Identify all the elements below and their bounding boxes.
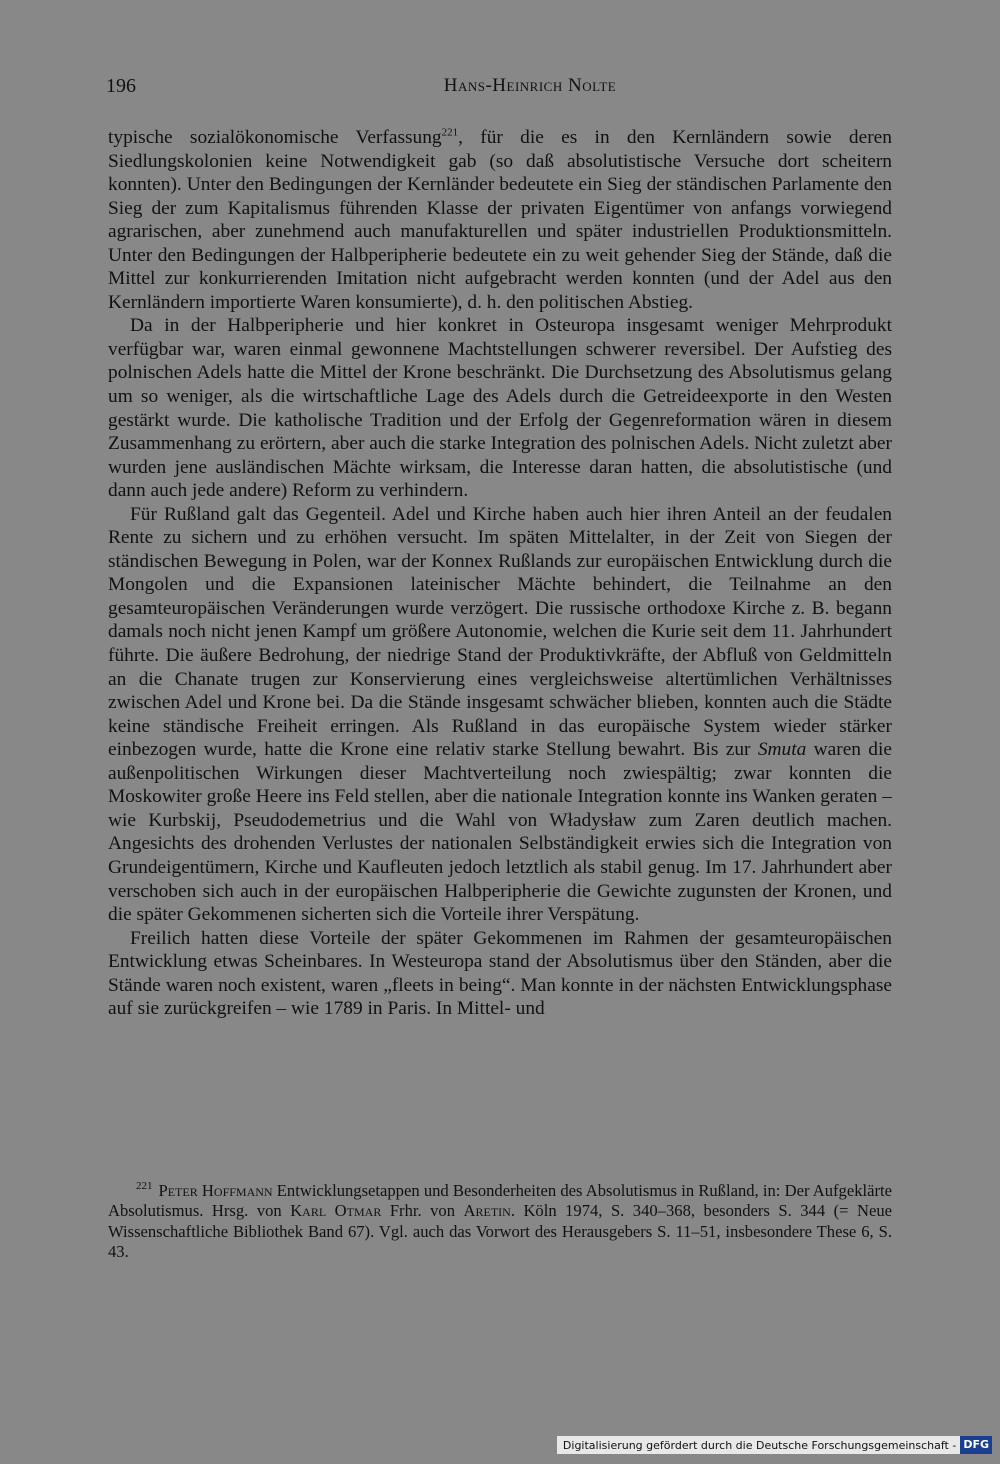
page-number: 196 bbox=[106, 75, 136, 97]
funding-banner bbox=[557, 1436, 992, 1454]
footnote-text-2: Frhr. von bbox=[381, 1201, 464, 1221]
footnote-reference[interactable]: 221 bbox=[441, 126, 459, 139]
paragraph-3-start: Für Rußland galt das Gegenteil. Adel und Kirche haben auch hier ihren Anteil an der feudalen Rente zu sichern und zu erhöhen versucht. Im späten Mittelalter, in der Zeit von Siegen der ständischen Bewegung in Polen, war der Konnex Rußlands zur europäischen Entwicklung durch die Mongolen und die Expansionen lateinischer Mächte behindert, die Teilnahme an den gesamteuropäischen Veränderungen wurde verzögert. Die russische orthodoxe Kirche z. B. begann damals noch nicht jenen Kampf um größere Autonomie, welchen die Kurie seit dem 11. Jahrhundert führte. Die äußere Bedrohung, der niedrige Stand der Produktivkräfte, der Abfluß von Geldmitteln an die Chanate trugen zur Konservierung eines vergleichsweise altertümlichen Verhältnisses zwischen Adel und Krone bei. Da die Stände insgesamt schwächer blieben, konnten auch die Städte keine ständische Freiheit erringen. Als Rußland in das europäische System wieder stärker einbezogen wurde, hatte die Krone eine relativ starke Stellung bewahrt. Bis zur bbox=[108, 503, 892, 761]
paragraph-1 bbox=[108, 126, 892, 314]
paragraph-1-start: typische sozialökonomische Verfassung bbox=[108, 127, 442, 148]
footnote-editor-surname: Aretin bbox=[463, 1201, 511, 1221]
italic-term-smuta: Smuta bbox=[757, 739, 807, 761]
paragraph-1-rest: , für die es in den Kernländern sowie deren Siedlungskolonien keine Notwendigkeit gab (so daß absolutistische Versuche dort scheitern konnten). Unter den Bedingungen der Kernländer bedeutete ein Sieg der ständischen Parlamente den Sieg der zum Kapitalismus führenden Klasse der privaten Eigentümer von anfangs vorwiegend agrarischen, aber zunehmend auch manufakturellen und später industriellen Produktionsmitteln. Unter den Bedingungen der Halbperipherie bedeutete ein zu weit gehender Sieg der Stände, daß die Mittel zur konkurrierenden Imitation nicht aufgebracht werden konnten (und der Adel aus den Kernländern importierte Waren konsumierte), d. h. den politischen Abstieg. bbox=[108, 127, 892, 313]
footnote-text-1: Entwicklungsetappen und Besonderheiten des Absolutismus in Rußland, in: Der Aufgeklärte Absolutismus. Hrsg. von bbox=[108, 1181, 892, 1221]
paragraph-3 bbox=[108, 503, 892, 927]
funding-text: Digitalisierung gefördert durch die Deutsche Forschungsgemeinschaft - bbox=[562, 1438, 957, 1452]
paragraph-3-rest: waren die außenpolitischen Wirkungen dieser Machtverteilung noch zwiespältig; zwar konnten die Moskowiter große Heere ins Feld stellen, aber die nationale Integration konnte ins Wanken geraten – wie Kurbskij, Pseudodemetrius und die Wahl von Władysław zum Zaren deutlich machen. Angesichts des drohenden Verlustes der nationalen Selbständigkeit erwies sich die Integration von Grundeigentümern, Kirche und Kaufleuten jedoch letztlich als stabil genug. Im 17. Jahrhundert aber verschoben sich auch in der europäischen Halbperipherie die Gewichte zugunsten der Kronen, und die später Gekommenen sicherten sich die Vorteile ihrer Verspätung. bbox=[108, 739, 892, 926]
footnote-221 bbox=[108, 1181, 892, 1263]
paragraph-4: Freilich hatten diese Vorteile der später Gekommenen im Rahmen der gesamteuropäischen Entwicklung etwas Scheinbares. In Westeuropa stand der Absolutismus über den Ständen, aber die Stände waren noch existent, waren „fleets in being“. Man konnte in der nächsten Entwicklungsphase auf sie zurückgreifen – wie 1789 in Paris. In Mittel- und bbox=[108, 927, 892, 1020]
footnote-author: Peter Hoffmann bbox=[158, 1181, 273, 1200]
footnote-number: 221 bbox=[136, 1180, 153, 1193]
paragraph-2: Da in der Halbperipherie und hier konkret in Osteuropa insgesamt weniger Mehrprodukt verfügbar war, waren einmal gewonnene Machtstellungen schwerer reversibel. Der Aufstieg des polnischen Adels hatte die Mittel der Krone beschränkt. Die Durchsetzung des Absolutismus gelang um so weniger, als die wirtschaftliche Lage des Adels durch die Getreideexporte in den Westen gestärkt wurde. Die katholische Tradition und der Erfolg der Gegenreformation wären in diesem Zusammenhang zu erörtern, aber auch die starke Integration des polnischen Adels. Nicht zuletzt aber wurden jene ausländischen Mächte wirksam, die Interesse daran hatten, die absolutistische (und dann auch jede andere) Reform zu verhindern. bbox=[108, 315, 892, 502]
footnotes bbox=[108, 1181, 892, 1263]
footnote-text-3: . Köln 1974, S. 340–368, besonders S. 344 (= Neue Wissenschaftliche Bibliothek Band 67). Vgl. auch das Vorwort des Herausgebers S. 11–51, insbesondere These 6, S. 43. bbox=[108, 1201, 892, 1262]
footnote-editor: Karl Otmar bbox=[290, 1201, 382, 1221]
body-text bbox=[108, 126, 892, 1021]
dfg-logo[interactable]: DFG bbox=[960, 1436, 992, 1454]
running-head: Hans-Heinrich Nolte bbox=[443, 75, 617, 96]
